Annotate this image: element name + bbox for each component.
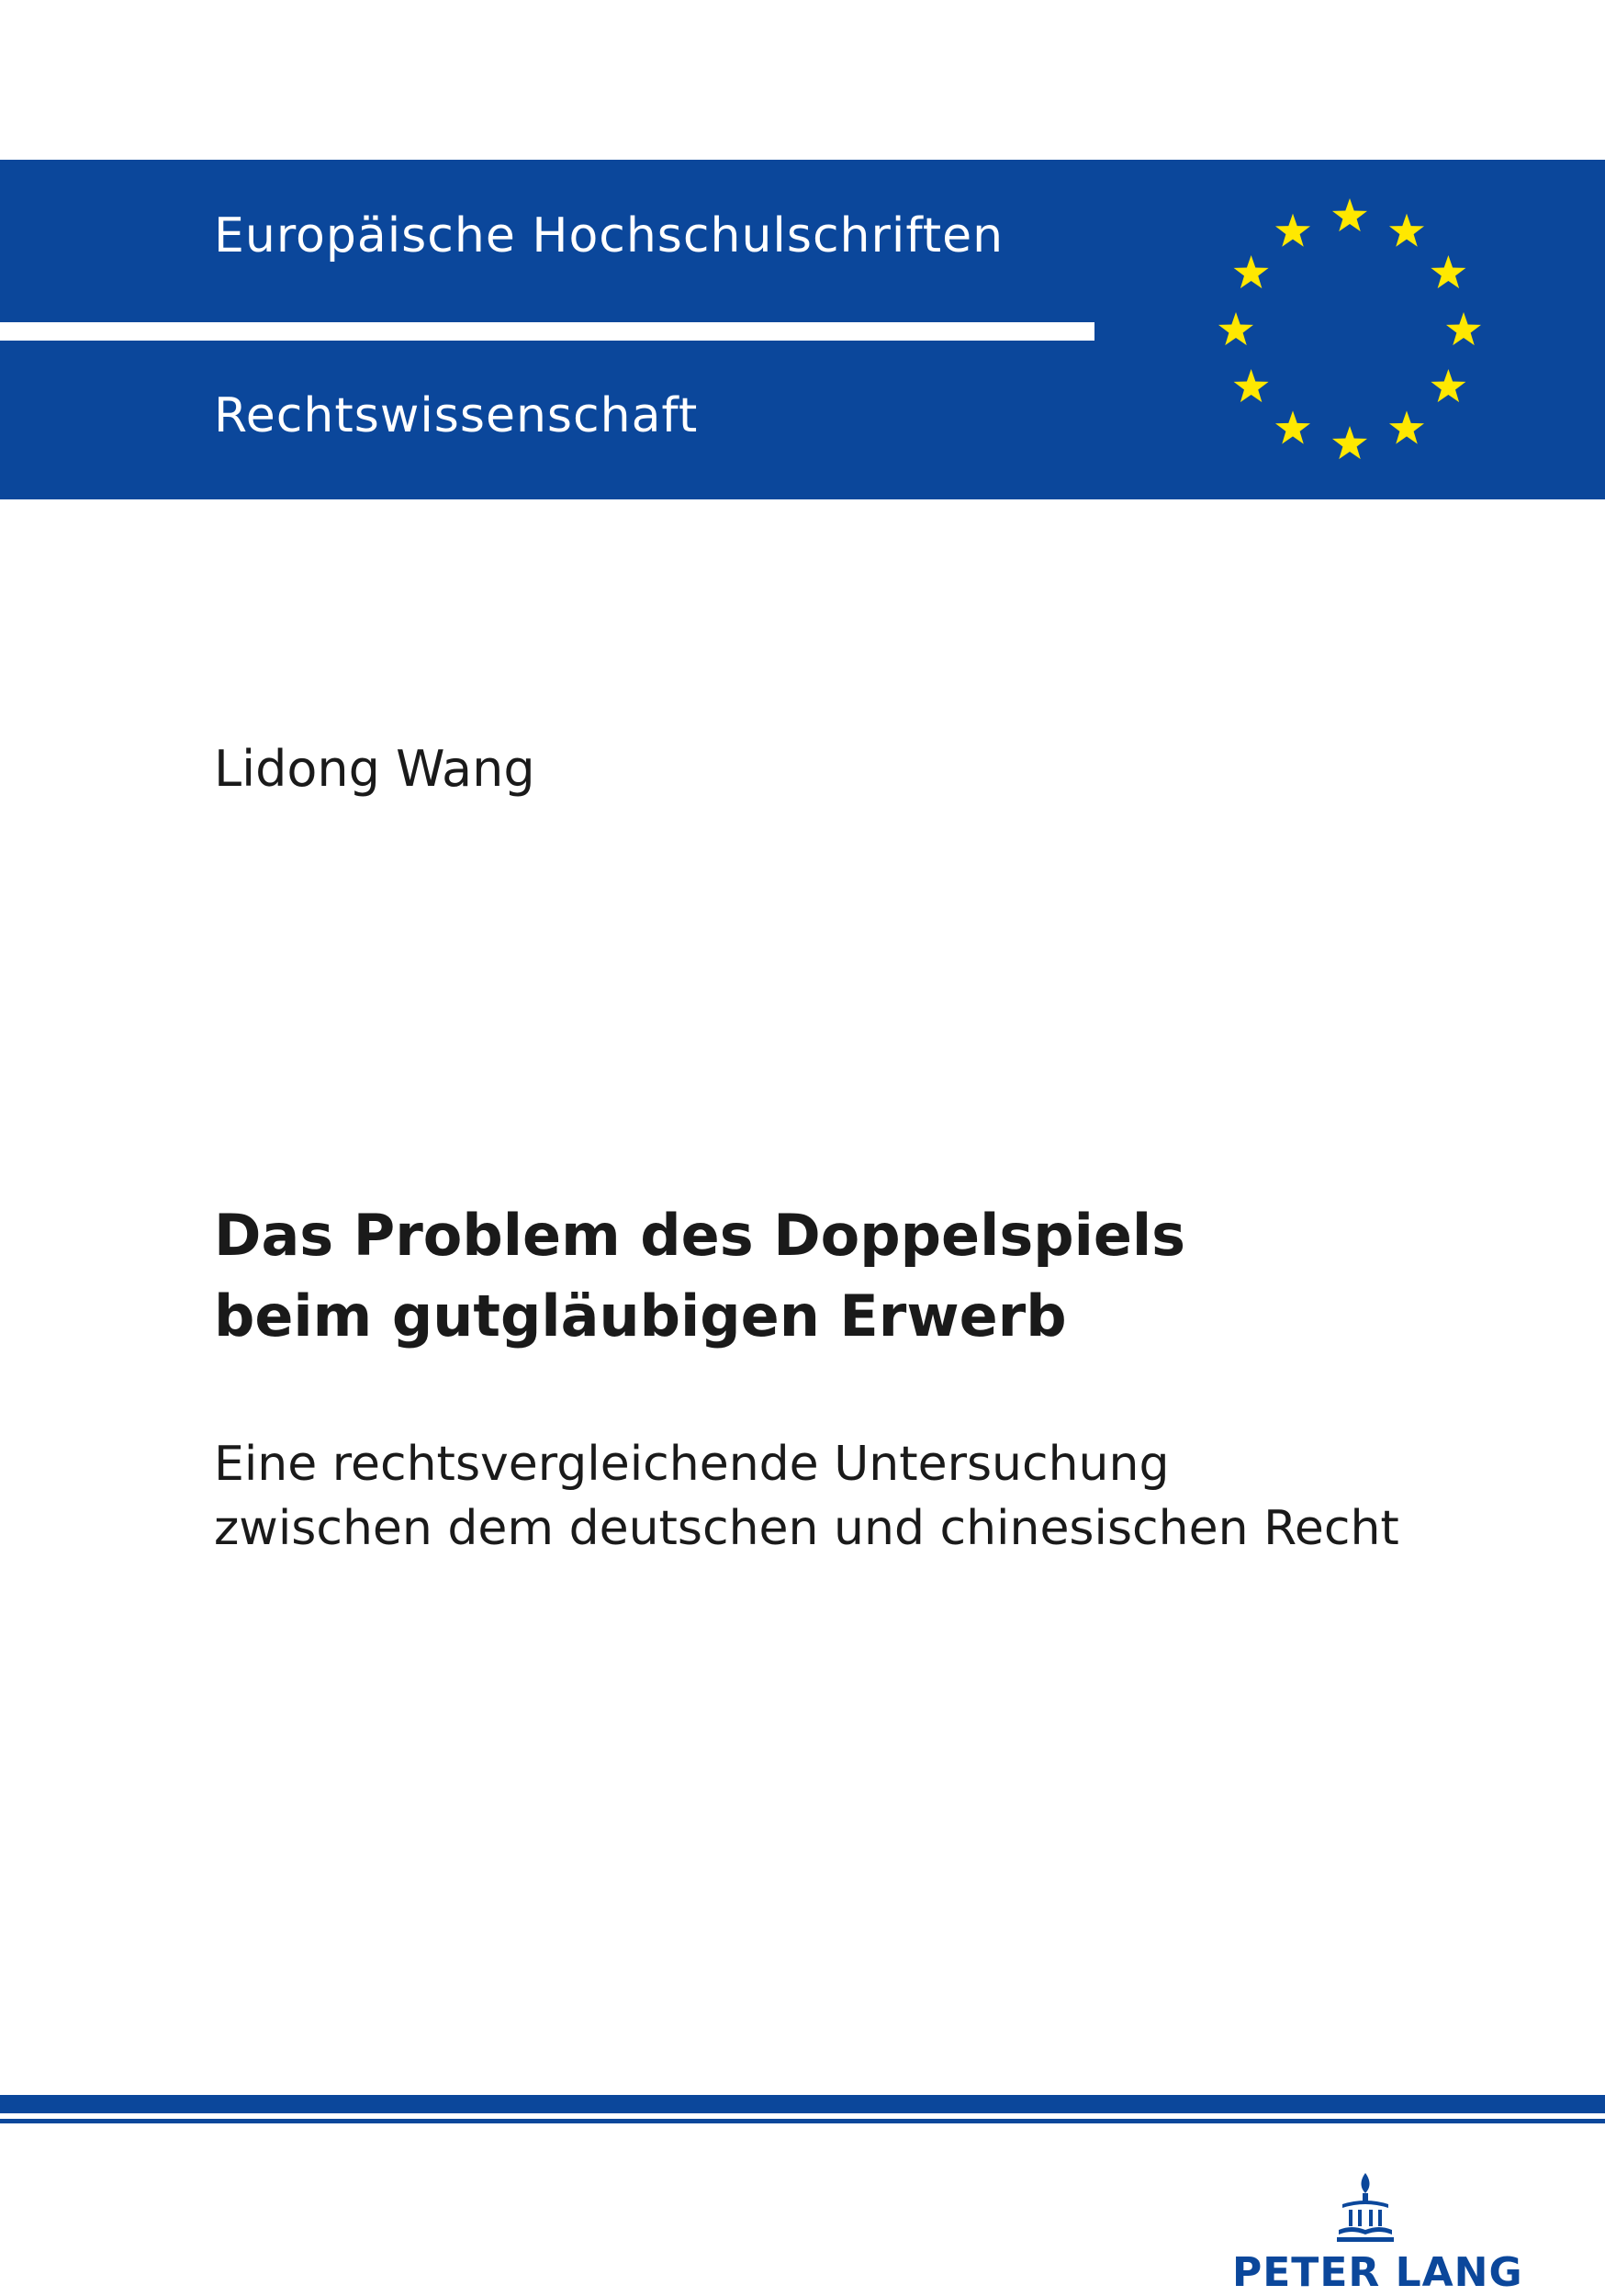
eu-stars-circle-icon [1212, 193, 1487, 468]
book-subtitle [214, 1432, 1399, 1561]
book-title-line-2: beim gutgläubigen Erwerb [214, 1282, 1067, 1350]
book-title-line-1: Das Problem des Doppelspiels [214, 1202, 1186, 1269]
book-subtitle-line-2: zwischen dem deutschen und chinesischen Recht [214, 1501, 1399, 1556]
star-icon [1389, 214, 1424, 247]
star-icon [1332, 198, 1367, 231]
peter-lang-logo-icon [1333, 2171, 1397, 2245]
star-icon [1218, 312, 1253, 345]
bottom-rule [0, 2095, 1605, 2113]
book-title [214, 1195, 1185, 1357]
star-icon [1275, 214, 1310, 247]
series-subtitle: Rechtswissenschaft [214, 388, 699, 443]
bottom-rule-thin [0, 2119, 1605, 2123]
band-divider [0, 322, 1094, 341]
star-icon [1275, 410, 1310, 443]
publisher-name: PETER LANG [1232, 2249, 1523, 2296]
book-subtitle-line-1: Eine rechtsvergleichende Untersuchung [214, 1437, 1170, 1492]
star-icon [1431, 369, 1465, 402]
star-icon [1431, 255, 1465, 288]
star-icon [1332, 426, 1367, 459]
star-icon [1446, 312, 1481, 345]
star-icon [1234, 369, 1269, 402]
author-name: Lidong Wang [214, 740, 535, 798]
star-icon [1389, 410, 1424, 443]
series-title: Europäische Hochschulschriften [214, 208, 1005, 263]
star-icon [1234, 255, 1269, 288]
